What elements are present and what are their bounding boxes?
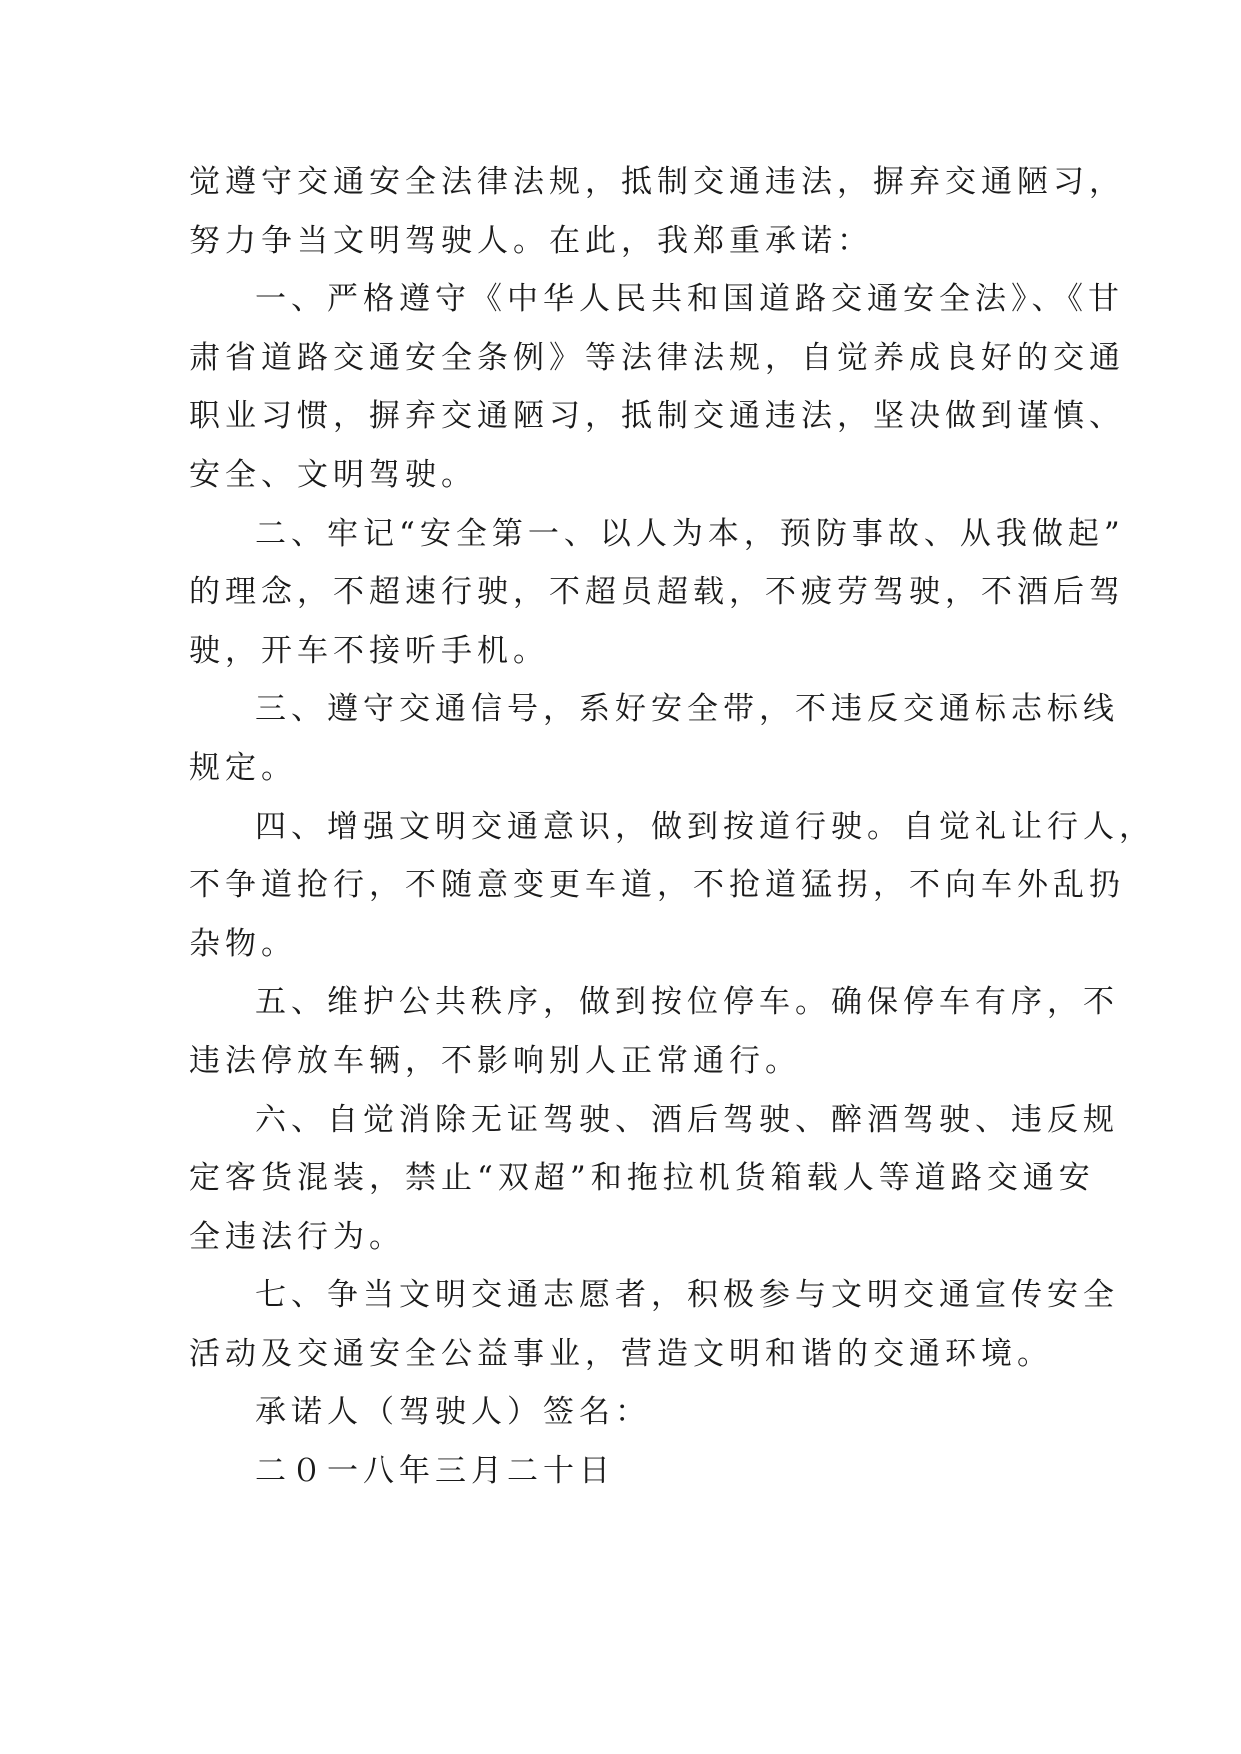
text-line: 觉遵守交通安全法律法规，抵制交通违法，摒弃交通陋习，: [189, 164, 1125, 200]
text-line: 全违法行为。: [189, 1218, 405, 1255]
clause-4-line: 四、增强文明交通意识，做到按道行驶。自觉礼让行人，: [255, 808, 1155, 845]
text-line: 安全、文明驾驶。: [189, 456, 477, 493]
text-line: 定客货混装，禁止“双超”和拖拉机货箱载人等道路交通安: [189, 1160, 1095, 1197]
document-body: [189, 153, 1155, 1501]
clause-6-line: 六、自觉消除无证驾驶、酒后驾驶、醉酒驾驶、违反规: [255, 1101, 1119, 1138]
clause-7-line: 七、争当文明交通志愿者，积极参与文明交通宣传安全: [255, 1277, 1119, 1314]
text-line: 职业习惯，摒弃交通陋习，抵制交通违法，坚决做到谨慎、: [189, 398, 1125, 435]
document-date: 二０一八年三月二十日: [255, 1453, 615, 1490]
text-line: 努力争当文明驾驶人。在此，我郑重承诺：: [189, 222, 873, 259]
text-line: 违法停放车辆，不影响别人正常通行。: [189, 1042, 801, 1079]
signature-label: 承诺人（驾驶人）签名：: [255, 1394, 651, 1431]
text-line: 杂物。: [189, 925, 297, 962]
text-line: 的理念，不超速行驶，不超员超载，不疲劳驾驶，不酒后驾: [189, 574, 1125, 611]
clause-2-line: 二、牢记“安全第一、以人为本，预防事故、从我做起”: [255, 515, 1125, 552]
clause-3-line: 三、遵守交通信号，系好安全带，不违反交通标志标线: [255, 691, 1119, 728]
clause-1-line: 一、严格遵守《中华人民共和国道路交通安全法》、《甘: [255, 281, 1124, 318]
text-line: 驶，开车不接听手机。: [189, 632, 549, 669]
text-line: 规定。: [189, 749, 297, 786]
text-line: 肃省道路交通安全条例》等法律法规，自觉养成良好的交通: [189, 339, 1125, 376]
text-line: 活动及交通安全公益事业，营造文明和谐的交通环境。: [189, 1335, 1053, 1372]
text-line: 不争道抢行，不随意变更车道，不抢道猛拐，不向车外乱扔: [189, 867, 1125, 904]
clause-5-line: 五、维护公共秩序，做到按位停车。确保停车有序，不: [255, 984, 1119, 1021]
